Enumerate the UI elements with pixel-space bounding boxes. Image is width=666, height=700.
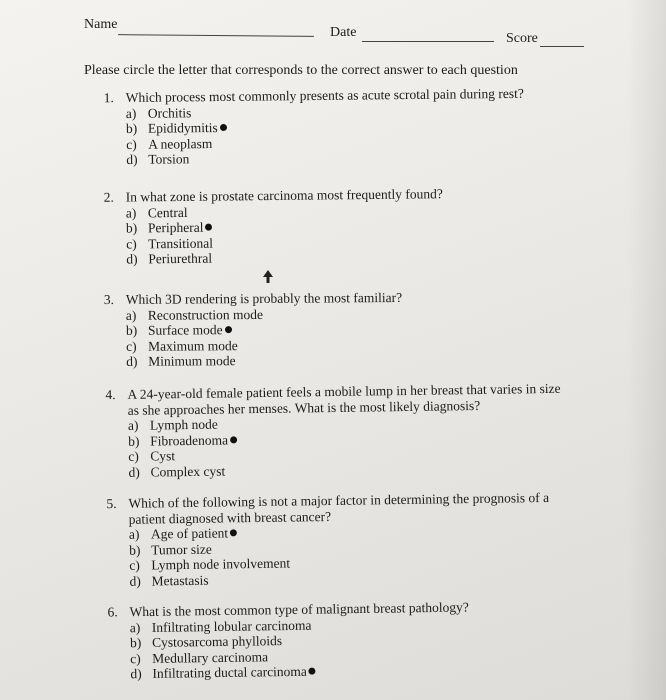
question-number: 1. xyxy=(103,90,114,106)
question-4 xyxy=(105,381,561,480)
question-number: 4. xyxy=(105,387,116,403)
option-d[interactable]: d) Torsion xyxy=(126,151,190,167)
option-b[interactable]: b) Peripheral xyxy=(126,217,443,236)
option-d[interactable]: d) Metastasis xyxy=(129,572,209,589)
option-a[interactable]: a) Reconstruction mode xyxy=(125,306,264,323)
answer-mark-dot xyxy=(309,668,316,675)
question-stem: Which 3D rendering is probably the most familiar? xyxy=(125,289,403,307)
question-3 xyxy=(104,290,403,370)
question-stem: What is the most common type of malignant breast pathology? xyxy=(129,599,469,620)
question-number: 3. xyxy=(103,291,114,308)
option-c[interactable]: c) Medullary carcinoma xyxy=(130,648,269,666)
option-d[interactable]: d) Infiltrating ductal carcinoma xyxy=(130,661,469,681)
option-c[interactable]: c) Maximum mode xyxy=(126,337,238,354)
option-a[interactable]: a) Infiltrating lobular carcinoma xyxy=(129,617,312,635)
option-b[interactable]: b) Fibroadenoma xyxy=(128,427,561,449)
date-label: Date xyxy=(330,25,357,40)
question-2 xyxy=(104,186,444,267)
question-stem: Which of the following is not a major factor in determining the prognosis of a xyxy=(128,489,550,511)
question-stem: A 24-year-old female patient feels a mobile lump in her breast that varies in size xyxy=(127,380,561,402)
question-stem-continued: patient diagnosed with breast cancer? xyxy=(128,508,332,527)
question-6 xyxy=(107,599,469,682)
option-b[interactable]: b) Tumor size xyxy=(129,541,212,558)
option-b[interactable]: b) Surface mode xyxy=(126,321,402,338)
name-label: Name xyxy=(84,17,118,32)
question-stem: Which process most commonly presents as acute scrotal pain during rest? xyxy=(125,85,524,105)
question-stem: In what zone is prostate carcinoma most frequently found? xyxy=(125,186,443,205)
question-number: 6. xyxy=(107,604,118,620)
answer-mark-dot xyxy=(230,529,237,536)
date-field[interactable] xyxy=(362,41,494,42)
answer-mark-dot xyxy=(220,124,227,131)
option-a[interactable]: a) Age of patient xyxy=(129,521,550,542)
option-a[interactable]: a) Orchitis xyxy=(125,104,192,121)
instructions: Please circle the letter that corresponds to the correct answer to each question xyxy=(84,63,518,78)
answer-mark-dot xyxy=(230,436,237,443)
option-a[interactable]: a) Lymph node xyxy=(127,416,218,433)
answer-mark-dot xyxy=(225,326,232,333)
option-a[interactable]: a) Central xyxy=(125,204,188,221)
cursor-arrow-icon xyxy=(262,270,274,284)
score-label: Score xyxy=(506,31,538,46)
option-d[interactable]: d) Minimum mode xyxy=(126,353,236,369)
option-b[interactable]: b) Cystosarcoma phylloids xyxy=(129,633,283,651)
option-d[interactable]: d) Complex cyst xyxy=(128,463,226,480)
score-field[interactable] xyxy=(540,46,584,47)
option-d[interactable]: d) Periurethral xyxy=(126,250,213,267)
option-b[interactable]: b) Epididymitis xyxy=(126,117,524,137)
option-c[interactable]: c) Lymph node involvement xyxy=(129,555,291,573)
question-stem-continued: as she approaches her menses. What is the most likely diagnosis? xyxy=(127,397,481,418)
question-1 xyxy=(104,86,525,168)
option-c[interactable]: c) Transitional xyxy=(126,235,214,252)
question-5 xyxy=(106,490,550,589)
question-number: 5. xyxy=(106,495,117,512)
option-c[interactable]: c) Cyst xyxy=(128,448,176,464)
name-field[interactable] xyxy=(118,34,314,37)
answer-mark-dot xyxy=(205,224,212,231)
question-number: 2. xyxy=(103,189,114,205)
page-edge-shadow xyxy=(626,0,666,700)
option-c[interactable]: c) A neoplasm xyxy=(126,135,213,152)
